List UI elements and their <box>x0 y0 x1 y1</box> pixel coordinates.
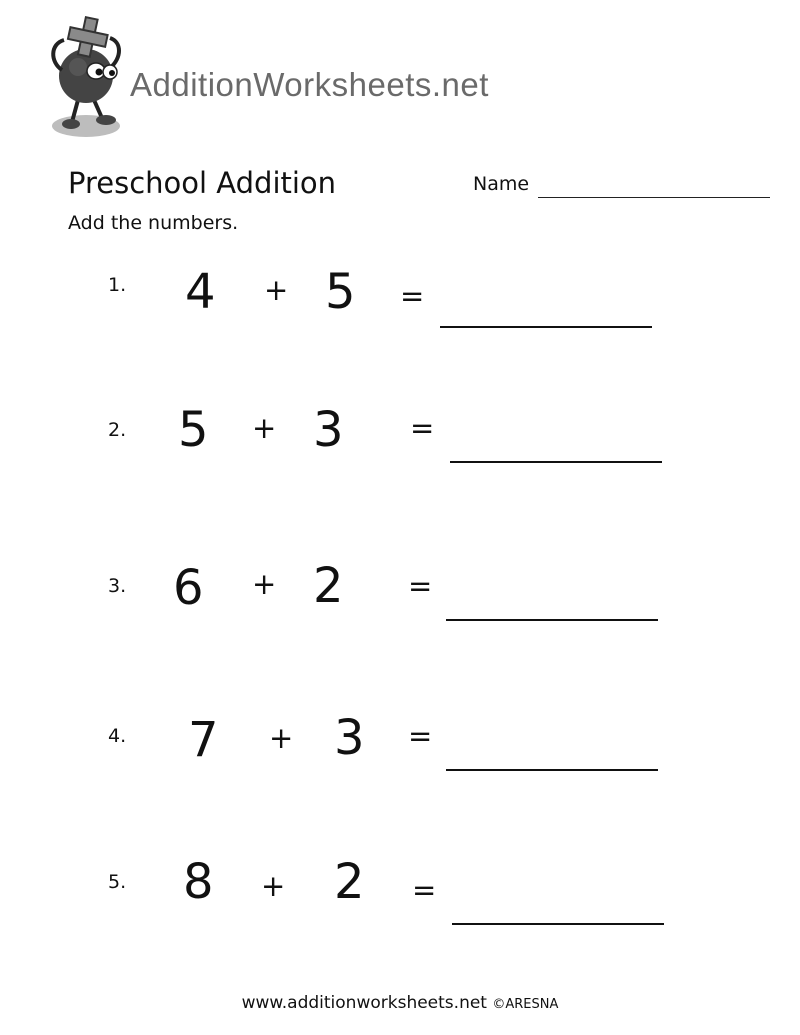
worksheet-title: Preschool Addition <box>68 166 337 200</box>
equals-sign: = <box>408 569 433 603</box>
answer-line[interactable] <box>450 461 662 463</box>
addend-a: 8 <box>183 854 214 910</box>
problem-number: 5. <box>108 871 127 893</box>
answer-line[interactable] <box>446 619 658 621</box>
problem-number: 1. <box>108 274 127 296</box>
plus-sign: + <box>264 273 289 307</box>
footer-url[interactable]: www.additionworksheets.net <box>241 993 487 1013</box>
addend-b: 5 <box>325 264 356 320</box>
problem-number: 4. <box>108 725 127 747</box>
problem-row <box>0 558 800 658</box>
plus-mascot-icon <box>44 14 144 139</box>
answer-line[interactable] <box>440 326 652 328</box>
addend-a: 6 <box>173 560 204 616</box>
problem-number: 2. <box>108 419 127 441</box>
plus-sign: + <box>252 411 277 445</box>
plus-sign: + <box>261 869 286 903</box>
problem-row <box>0 402 800 502</box>
equals-sign: = <box>408 719 433 753</box>
addend-b: 2 <box>334 854 365 910</box>
addend-a: 4 <box>185 264 216 320</box>
instructions: Add the numbers. <box>68 212 239 234</box>
footer <box>0 993 800 1013</box>
problem-row <box>0 710 800 814</box>
plus-sign: + <box>252 567 277 601</box>
addend-b: 2 <box>313 558 344 614</box>
addend-b: 3 <box>334 710 365 766</box>
footer-copyright: ©ARESNA <box>492 997 559 1012</box>
addend-a: 5 <box>178 402 209 458</box>
problem-number: 3. <box>108 575 127 597</box>
problem-row <box>0 856 800 956</box>
name-field[interactable] <box>538 197 770 198</box>
problem-row <box>0 262 800 362</box>
equals-sign: = <box>400 279 425 313</box>
addend-b: 3 <box>313 402 344 458</box>
equals-sign: = <box>410 411 435 445</box>
brand-name: AdditionWorksheets.net <box>130 66 489 103</box>
plus-sign: + <box>269 721 294 755</box>
answer-line[interactable] <box>452 923 664 925</box>
addend-a: 7 <box>188 712 219 768</box>
answer-line[interactable] <box>446 769 658 771</box>
name-label: Name <box>473 173 530 195</box>
equals-sign: = <box>412 873 437 907</box>
